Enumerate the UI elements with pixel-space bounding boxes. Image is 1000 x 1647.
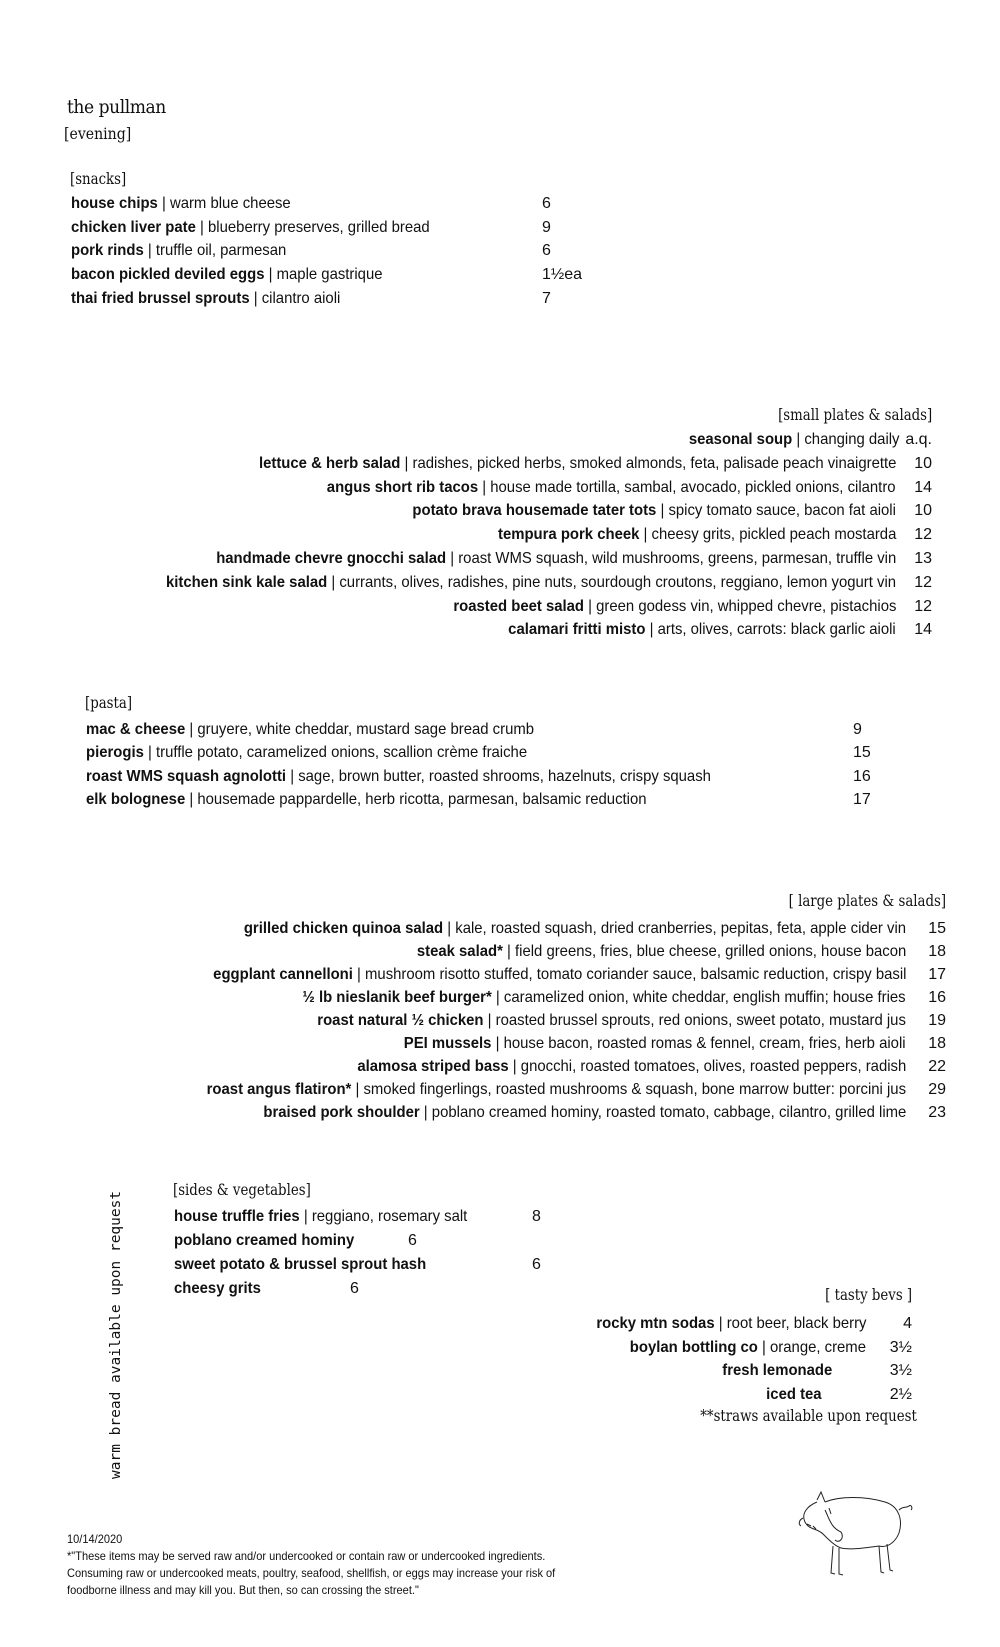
pig-illustration <box>795 1488 915 1583</box>
menu-item <box>71 216 591 239</box>
menu-item-text <box>498 523 896 546</box>
item-price: a.q. <box>905 431 932 448</box>
restaurant-name: the pullman <box>67 96 166 118</box>
separator: | <box>492 989 505 1006</box>
menu-item-text <box>86 765 711 788</box>
item-description: truffle potato, caramelized onions, scallion crème fraiche <box>156 744 528 762</box>
item-description: orange, creme <box>770 1338 866 1356</box>
menu-item-text <box>453 595 896 618</box>
item-name: braised pork shoulder <box>263 1104 420 1121</box>
item-description: warm blue cheese <box>169 195 291 212</box>
item-description: gruyere, white cheddar, mustard sage bread crumb <box>197 721 535 738</box>
menu-item-text <box>404 1032 906 1055</box>
item-name: potato brava housemade tater tots <box>412 502 657 520</box>
menu-item <box>479 618 932 641</box>
menu-item-text <box>213 963 906 986</box>
disclaimer-line: Consuming raw or undercooked meats, poultry, seafood, shellfish, or eggs may increase your risk of <box>67 1566 556 1580</box>
menu-item-text <box>86 788 647 811</box>
item-price: 12 <box>914 597 932 615</box>
item-price: 15 <box>853 744 871 762</box>
item-description: maple gastrique <box>276 266 383 284</box>
item-price: 1½ea <box>542 266 583 284</box>
separator: | <box>299 1208 312 1225</box>
menu-item-text <box>259 452 896 475</box>
item-description: house made tortilla, sambal, avocado, pickled onions, cilantro <box>490 478 896 496</box>
item-description: poblano creamed hominy, roasted tomato, cabbage, cilantro, grilled lime <box>431 1104 906 1121</box>
item-name: house chips <box>71 195 158 212</box>
menu-item <box>86 741 886 764</box>
item-name: handmade chevre gnocchi salad <box>215 550 446 567</box>
item-description: smoked fingerlings, roasted mushrooms & squash, bone marrow butter: porcini jus <box>363 1081 906 1098</box>
menu-item <box>714 1359 912 1382</box>
item-price: 29 <box>928 1081 946 1098</box>
disclaimer-line: *"These items may be served raw and/or undercooked or contain raw or undercooked ingredients. <box>67 1549 546 1563</box>
bevs-heading: [ tasty bevs ] <box>825 1286 912 1304</box>
menu-item <box>284 476 932 499</box>
menu-item <box>71 239 591 262</box>
menu-item-text <box>71 263 383 286</box>
item-price: 6 <box>542 242 551 260</box>
menu-item-text <box>244 917 906 940</box>
menu-item-text <box>327 476 896 499</box>
separator: | <box>185 790 198 808</box>
item-price: 4 <box>903 1315 912 1332</box>
menu-item <box>257 986 946 1009</box>
separator: | <box>639 526 652 544</box>
menu-item <box>174 1229 574 1252</box>
item-name: mac & cheese <box>86 721 186 738</box>
menu-item <box>380 940 946 963</box>
menu-item-text <box>508 618 896 641</box>
item-description: root beer, black berry <box>726 1315 866 1332</box>
item-name: ½ lb nieslanik beef burger* <box>302 989 493 1006</box>
item-name: lettuce & herb salad <box>258 454 400 472</box>
menu-item <box>273 1009 946 1032</box>
item-name: pork rinds <box>71 242 144 260</box>
item-description: green godess vin, whipped chevre, pistachios <box>595 597 896 615</box>
item-name: bacon pickled deviled eggs <box>71 266 265 284</box>
menu-item <box>86 718 886 741</box>
separator: | <box>714 1315 727 1332</box>
item-price: 3½ <box>889 1338 912 1356</box>
menu-item-text <box>596 1312 866 1335</box>
menu-item-text <box>263 1101 906 1124</box>
separator: | <box>143 242 156 260</box>
separator: | <box>792 431 805 448</box>
small-plates-heading: [small plates & salads] <box>777 406 932 424</box>
item-price: 6 <box>532 1256 541 1273</box>
menu-item-text <box>207 1078 906 1101</box>
menu-item-text <box>71 216 430 239</box>
item-price: 9 <box>853 721 862 738</box>
item-price: 10 <box>914 454 932 472</box>
menu-item-text <box>71 287 340 310</box>
item-description: changing daily <box>804 431 900 448</box>
menu-item <box>165 547 932 570</box>
menu-item-text <box>166 571 896 594</box>
menu-item-text <box>357 1055 906 1078</box>
separator: | <box>249 289 262 307</box>
menu-item-text <box>86 741 527 764</box>
separator: | <box>656 502 669 520</box>
item-price: 18 <box>928 1035 946 1052</box>
menu-subtitle: [evening] <box>64 124 132 143</box>
menu-item-text <box>216 547 896 570</box>
item-name: roast angus flatiron* <box>206 1081 352 1098</box>
item-description: kale, roasted squash, dried cranberries, pepitas, feta, apple cider vin <box>455 920 906 937</box>
item-name: thai fried brussel sprouts <box>71 289 250 307</box>
menu-item-text <box>174 1205 467 1228</box>
item-price: 12 <box>914 526 932 544</box>
separator: | <box>352 966 365 983</box>
menu-item-text <box>174 1253 426 1276</box>
separator: | <box>445 550 458 567</box>
item-description: caramelized onion, white cheddar, english muffin; house fries <box>504 989 906 1006</box>
item-name: kitchen sink kale salad <box>165 573 328 591</box>
item-name: rocky mtn sodas <box>595 1315 715 1332</box>
menu-item-text <box>689 428 900 451</box>
item-name: roast natural ½ chicken <box>317 1012 484 1029</box>
separator: | <box>443 920 456 937</box>
item-price: 9 <box>542 218 551 236</box>
item-price: 22 <box>928 1058 946 1075</box>
menu-item <box>762 1383 912 1406</box>
menu-item <box>194 917 946 940</box>
menu-item-text <box>86 718 534 741</box>
menu-item-text <box>71 192 291 215</box>
menu-item-text <box>767 1383 822 1406</box>
separator: | <box>757 1338 771 1356</box>
menu-item <box>111 571 932 594</box>
menu-item <box>161 963 946 986</box>
menu-item-text <box>174 1229 354 1252</box>
item-price: 12 <box>914 573 932 591</box>
straws-note: **straws available upon request <box>700 1407 917 1425</box>
menu-item <box>612 1336 912 1359</box>
item-name: boylan bottling co <box>629 1338 758 1356</box>
menu-item <box>576 1312 913 1335</box>
item-name: poblano creamed hominy <box>174 1232 355 1249</box>
menu-item <box>376 499 932 522</box>
menu-item-text <box>317 1009 906 1032</box>
menu-item-text <box>417 940 906 963</box>
separator: | <box>478 478 491 496</box>
item-description: gnocchi, roasted tomatoes, olives, roasted peppers, radish <box>520 1058 906 1075</box>
menu-item <box>71 263 591 286</box>
item-description: radishes, picked herbs, smoked almonds, feta, palisade peach vinaigrette <box>412 454 896 472</box>
item-description: cilantro aioli <box>261 289 341 307</box>
item-name: calamari fritti misto <box>508 621 646 639</box>
item-description: reggiano, rosemary salt <box>311 1208 468 1225</box>
item-price: 13 <box>914 550 932 567</box>
menu-item-text <box>303 986 906 1009</box>
item-name: house truffle fries <box>174 1208 300 1225</box>
separator: | <box>502 943 515 960</box>
item-price: 6 <box>542 195 551 212</box>
item-name: eggplant cannelloni <box>212 966 353 983</box>
item-price: 16 <box>853 767 871 785</box>
item-price: 8 <box>532 1208 541 1225</box>
item-name: elk bolognese <box>86 790 186 808</box>
menu-item-text <box>174 1277 261 1300</box>
item-name: chicken liver pate <box>71 218 196 236</box>
item-price: 15 <box>928 920 946 937</box>
item-description: roast WMS squash, wild mushrooms, greens, parmesan, truffle vin <box>457 550 896 567</box>
menu-item <box>174 1205 574 1228</box>
menu-item <box>154 1078 946 1101</box>
item-description: currants, olives, radishes, pine nuts, sourdough croutons, reggiano, lemon yogurt vin <box>339 573 896 591</box>
item-name: seasonal soup <box>688 431 793 448</box>
menu-item <box>71 287 591 310</box>
item-description: spicy tomato sauce, bacon fat aioli <box>668 502 896 520</box>
separator: | <box>195 218 209 236</box>
item-price: 6 <box>408 1232 417 1249</box>
item-description: cheesy grits, pickled peach mostarda <box>651 526 896 544</box>
item-description: truffle oil, parmesan <box>155 242 287 260</box>
menu-date: 10/14/2020 <box>67 1532 123 1546</box>
menu-item <box>468 523 932 546</box>
item-price: 23 <box>928 1104 946 1121</box>
item-price: 16 <box>928 989 946 1006</box>
menu-item-text <box>722 1359 832 1382</box>
item-name: roasted beet salad <box>452 597 584 615</box>
item-name: angus short rib tacos <box>327 478 479 496</box>
item-description: mushroom risotto stuffed, tomato coriander sauce, balsamic reduction, crispy basil <box>364 966 906 983</box>
menu-item <box>366 1032 946 1055</box>
separator: | <box>399 454 413 472</box>
item-name: tempura pork cheek <box>497 526 640 544</box>
separator: | <box>286 767 299 785</box>
pasta-heading: [pasta] <box>85 694 133 712</box>
item-name: grilled chicken quinoa salad <box>243 920 444 937</box>
item-name: steak salad* <box>416 943 503 960</box>
item-price: 18 <box>928 943 946 960</box>
menu-item <box>215 1101 946 1124</box>
item-description: blueberry preserves, grilled bread <box>208 218 430 236</box>
separator: | <box>143 744 157 762</box>
separator: | <box>583 597 596 615</box>
item-name: PEI mussels <box>404 1035 492 1052</box>
snacks-heading: [snacks] <box>70 170 127 188</box>
item-price: 14 <box>914 621 932 639</box>
separator: | <box>483 1012 496 1029</box>
item-price: 19 <box>928 1012 946 1029</box>
menu-item <box>174 1277 574 1300</box>
item-price: 14 <box>914 478 932 496</box>
separator: | <box>419 1104 432 1121</box>
separator: | <box>351 1081 364 1098</box>
menu-item <box>420 595 932 618</box>
separator: | <box>645 621 658 639</box>
item-description: house bacon, roasted romas & fennel, cream, fries, herb aioli <box>504 1035 906 1052</box>
item-price: 6 <box>350 1280 359 1297</box>
menu-item <box>86 788 886 811</box>
item-name: pierogis <box>86 744 144 762</box>
menu-item <box>316 1055 946 1078</box>
separator: | <box>264 266 277 284</box>
item-name: cheesy grits <box>174 1280 261 1297</box>
item-name: iced tea <box>766 1385 822 1403</box>
item-price: 3½ <box>889 1362 912 1379</box>
separator: | <box>508 1058 521 1075</box>
item-description: housemade pappardelle, herb ricotta, parmesan, balsamic reduction <box>197 790 647 808</box>
item-description: roasted brussel sprouts, red onions, sweet potato, mustard jus <box>495 1012 906 1029</box>
item-price: 17 <box>928 966 946 983</box>
item-name: roast WMS squash agnolotti <box>86 767 287 785</box>
item-price: 17 <box>853 790 871 808</box>
bread-note: warm bread available upon request <box>108 1190 124 1479</box>
disclaimer-line: foodborne illness and may kill you. But then, so can crossing the street." <box>67 1583 419 1597</box>
item-price: 10 <box>914 502 932 520</box>
item-description: arts, olives, carrots: black garlic aioli <box>657 621 896 639</box>
item-price: 2½ <box>889 1385 912 1403</box>
menu-item <box>86 765 886 788</box>
menu-item <box>174 1253 574 1276</box>
item-name: fresh lemonade <box>722 1362 832 1379</box>
separator: | <box>327 573 340 591</box>
separator: | <box>157 195 170 212</box>
item-name: alamosa striped bass <box>357 1058 509 1075</box>
menu-item <box>673 428 932 451</box>
menu-item-text <box>71 239 286 262</box>
separator: | <box>185 721 198 738</box>
item-description: field greens, fries, blue cheese, grilled onions, house bacon <box>514 943 906 960</box>
menu-item-text <box>412 499 896 522</box>
item-description: sage, brown butter, roasted shrooms, hazelnuts, crispy squash <box>298 767 711 785</box>
menu-item <box>71 192 591 215</box>
menu-item-text <box>630 1336 866 1359</box>
large-plates-heading: [ large plates & salads] <box>788 892 946 910</box>
sides-heading: [sides & vegetables] <box>173 1181 311 1199</box>
item-name: sweet potato & brussel sprout hash <box>174 1256 427 1273</box>
menu-item <box>211 452 932 475</box>
separator: | <box>491 1035 505 1052</box>
item-price: 7 <box>542 289 551 307</box>
